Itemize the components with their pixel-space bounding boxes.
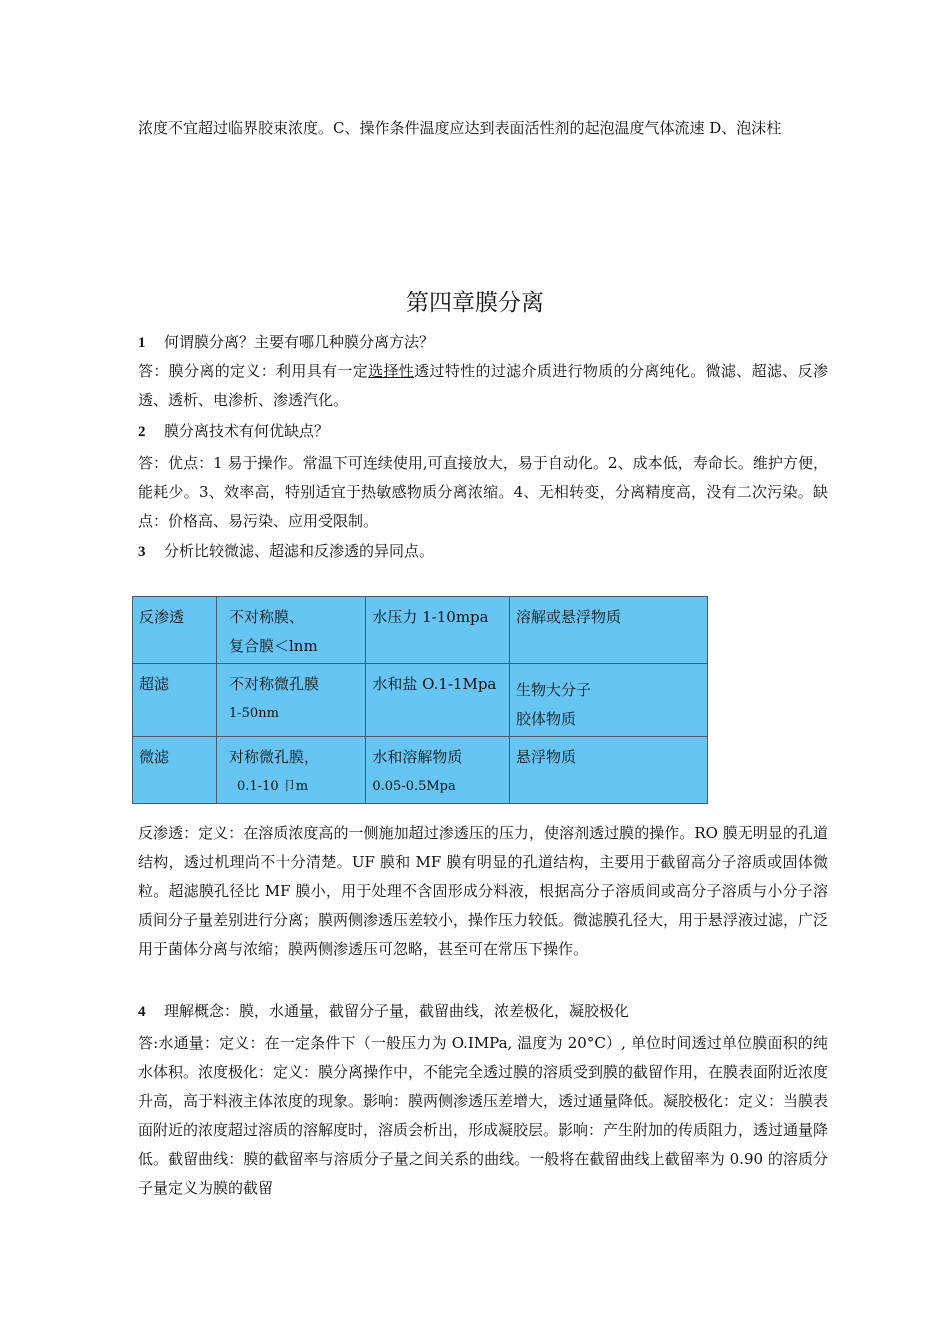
membrane-cell <box>217 664 366 737</box>
row-name-cell: 超滤 <box>133 664 217 737</box>
intro-paragraph: 浓度不宜超过临界胶束浓度。C、操作条件温度应达到表面活性剂的起泡温度气体流速 D、泡沫柱 <box>138 119 782 137</box>
membrane-cell <box>217 597 366 664</box>
question-4 <box>138 997 828 1027</box>
retained-line-2: 胶体物质 <box>515 710 576 728</box>
row-name-cell: 反渗透 <box>133 597 217 664</box>
pressure-cell <box>366 664 510 737</box>
table-row <box>133 597 708 664</box>
retained-line-1: 悬浮物质 <box>515 748 576 766</box>
answer-1-after: 透过特性的过滤介质进行物质的分离纯化。微滤、超滤、反渗透、透析、电渗析、渗透汽化。 <box>138 362 828 409</box>
question-1-text: 何谓膜分离？主要有哪几种膜分离方法？ <box>164 333 435 351</box>
pressure-cell <box>366 597 510 664</box>
row-name-cell: 微滤 <box>133 737 217 804</box>
pressure-line-1: 水压力 1-10mpa <box>372 608 489 626</box>
table-row <box>133 737 708 804</box>
answer-1 <box>138 357 828 415</box>
table-row <box>133 664 708 737</box>
answer-2: 答：优点：1 易于操作。常温下可连续使用,可直接放大，易于自动化。2、成本低，寿命长。维护方便，能耗少。3、效率高，特别适宜于热敏感物质分离浓缩。4、无相转变，分离精度高，没有二次污染。缺点：价格高、易污染、应用受限制。 <box>138 454 828 530</box>
answer-4: 答:水通量：定义：在一定条件下（一般压力为 O.IMPa, 温度为 20°C）, 单位时间透过单位膜面积的纯水体积。浓度极化：定义：膜分离操作中，不能完全透过膜的溶质受到膜的截留作用，在膜表面附近浓度升高，高于料液主体浓度的现象。影响：膜两侧渗透压差增大，透过通量降低。凝胶极化：定义：当膜表面附近的浓度超过溶质的溶解度时，溶质会析出，形成凝胶层。影响：产生附加的传质阻力，透过通量降低。截留曲线：膜的截留率与溶质分子量之间关系的曲线。一般将在截留曲线上截留率为 0.90 的溶质分子量定义为膜的截留 <box>138 1034 829 1197</box>
question-1 <box>138 328 828 358</box>
question-4-text: 理解概念：膜，水通量，截留分子量，截留曲线，浓差极化，凝胶极化 <box>164 1002 630 1020</box>
pressure-line-1: 水和盐 O.1-1Mpa <box>372 675 497 693</box>
answer-1-underlined: 选择性 <box>368 362 415 380</box>
retained-line-1: 生物大分子 <box>515 681 591 699</box>
question-2 <box>138 417 828 447</box>
question-4-number: 4 <box>138 1004 146 1020</box>
question-2-number: 2 <box>138 424 146 440</box>
retained-cell <box>509 664 707 737</box>
comparison-table <box>132 596 708 804</box>
membrane-line-1: 不对称膜、 <box>229 608 305 626</box>
answer-1-before: 答：膜分离的定义：利用具有一定 <box>138 362 369 380</box>
retained-cell <box>509 737 707 804</box>
membrane-line-2: 复合膜＜lnm <box>229 637 318 655</box>
question-1-number: 1 <box>138 335 146 351</box>
question-3-text: 分析比较微滤、超滤和反渗透的异同点。 <box>164 542 435 560</box>
membrane-line-1: 不对称微孔膜 <box>229 675 320 693</box>
retained-line-1: 溶解或悬浮物质 <box>515 608 621 626</box>
membrane-cell <box>217 737 366 804</box>
retained-cell <box>509 597 707 664</box>
question-2-text: 膜分离技术有何优缺点？ <box>164 422 330 440</box>
question-3-number: 3 <box>138 544 146 560</box>
reverse-osmosis-paragraph: 反渗透：定义：在溶质浓度高的一侧施加超过渗透压的压力，使溶剂透过膜的操作。RO 膜无明显的孔道结构，透过机理尚不十分清楚。UF 膜和 MF 膜有明显的孔道结构，主要用于截留高分子溶质或固体微粒。超滤膜孔径比 MF 膜小，用于处理不含固形成分料液，根据高分子溶质间或高分子溶质与小分子溶质间分子量差别进行分离；膜两侧渗透压差较小，操作压力较低。微滤膜孔径大，用于悬浮液过滤，广泛用于菌体分离与浓缩；膜两侧渗透压可忽略，甚至可在常压下操作。 <box>138 824 829 958</box>
membrane-line-2: 1-50nm <box>229 706 279 721</box>
membrane-line-2: 0.1-10 卩m <box>237 779 309 794</box>
membrane-line-1: 对称微孔膜， <box>229 748 320 766</box>
pressure-line-2: 0.05-0.5Mpa <box>372 779 456 794</box>
chapter-title: 第四章膜分离 <box>406 290 544 316</box>
pressure-cell <box>366 737 510 804</box>
pressure-line-1: 水和溶解物质 <box>372 748 463 766</box>
question-3 <box>138 537 828 567</box>
